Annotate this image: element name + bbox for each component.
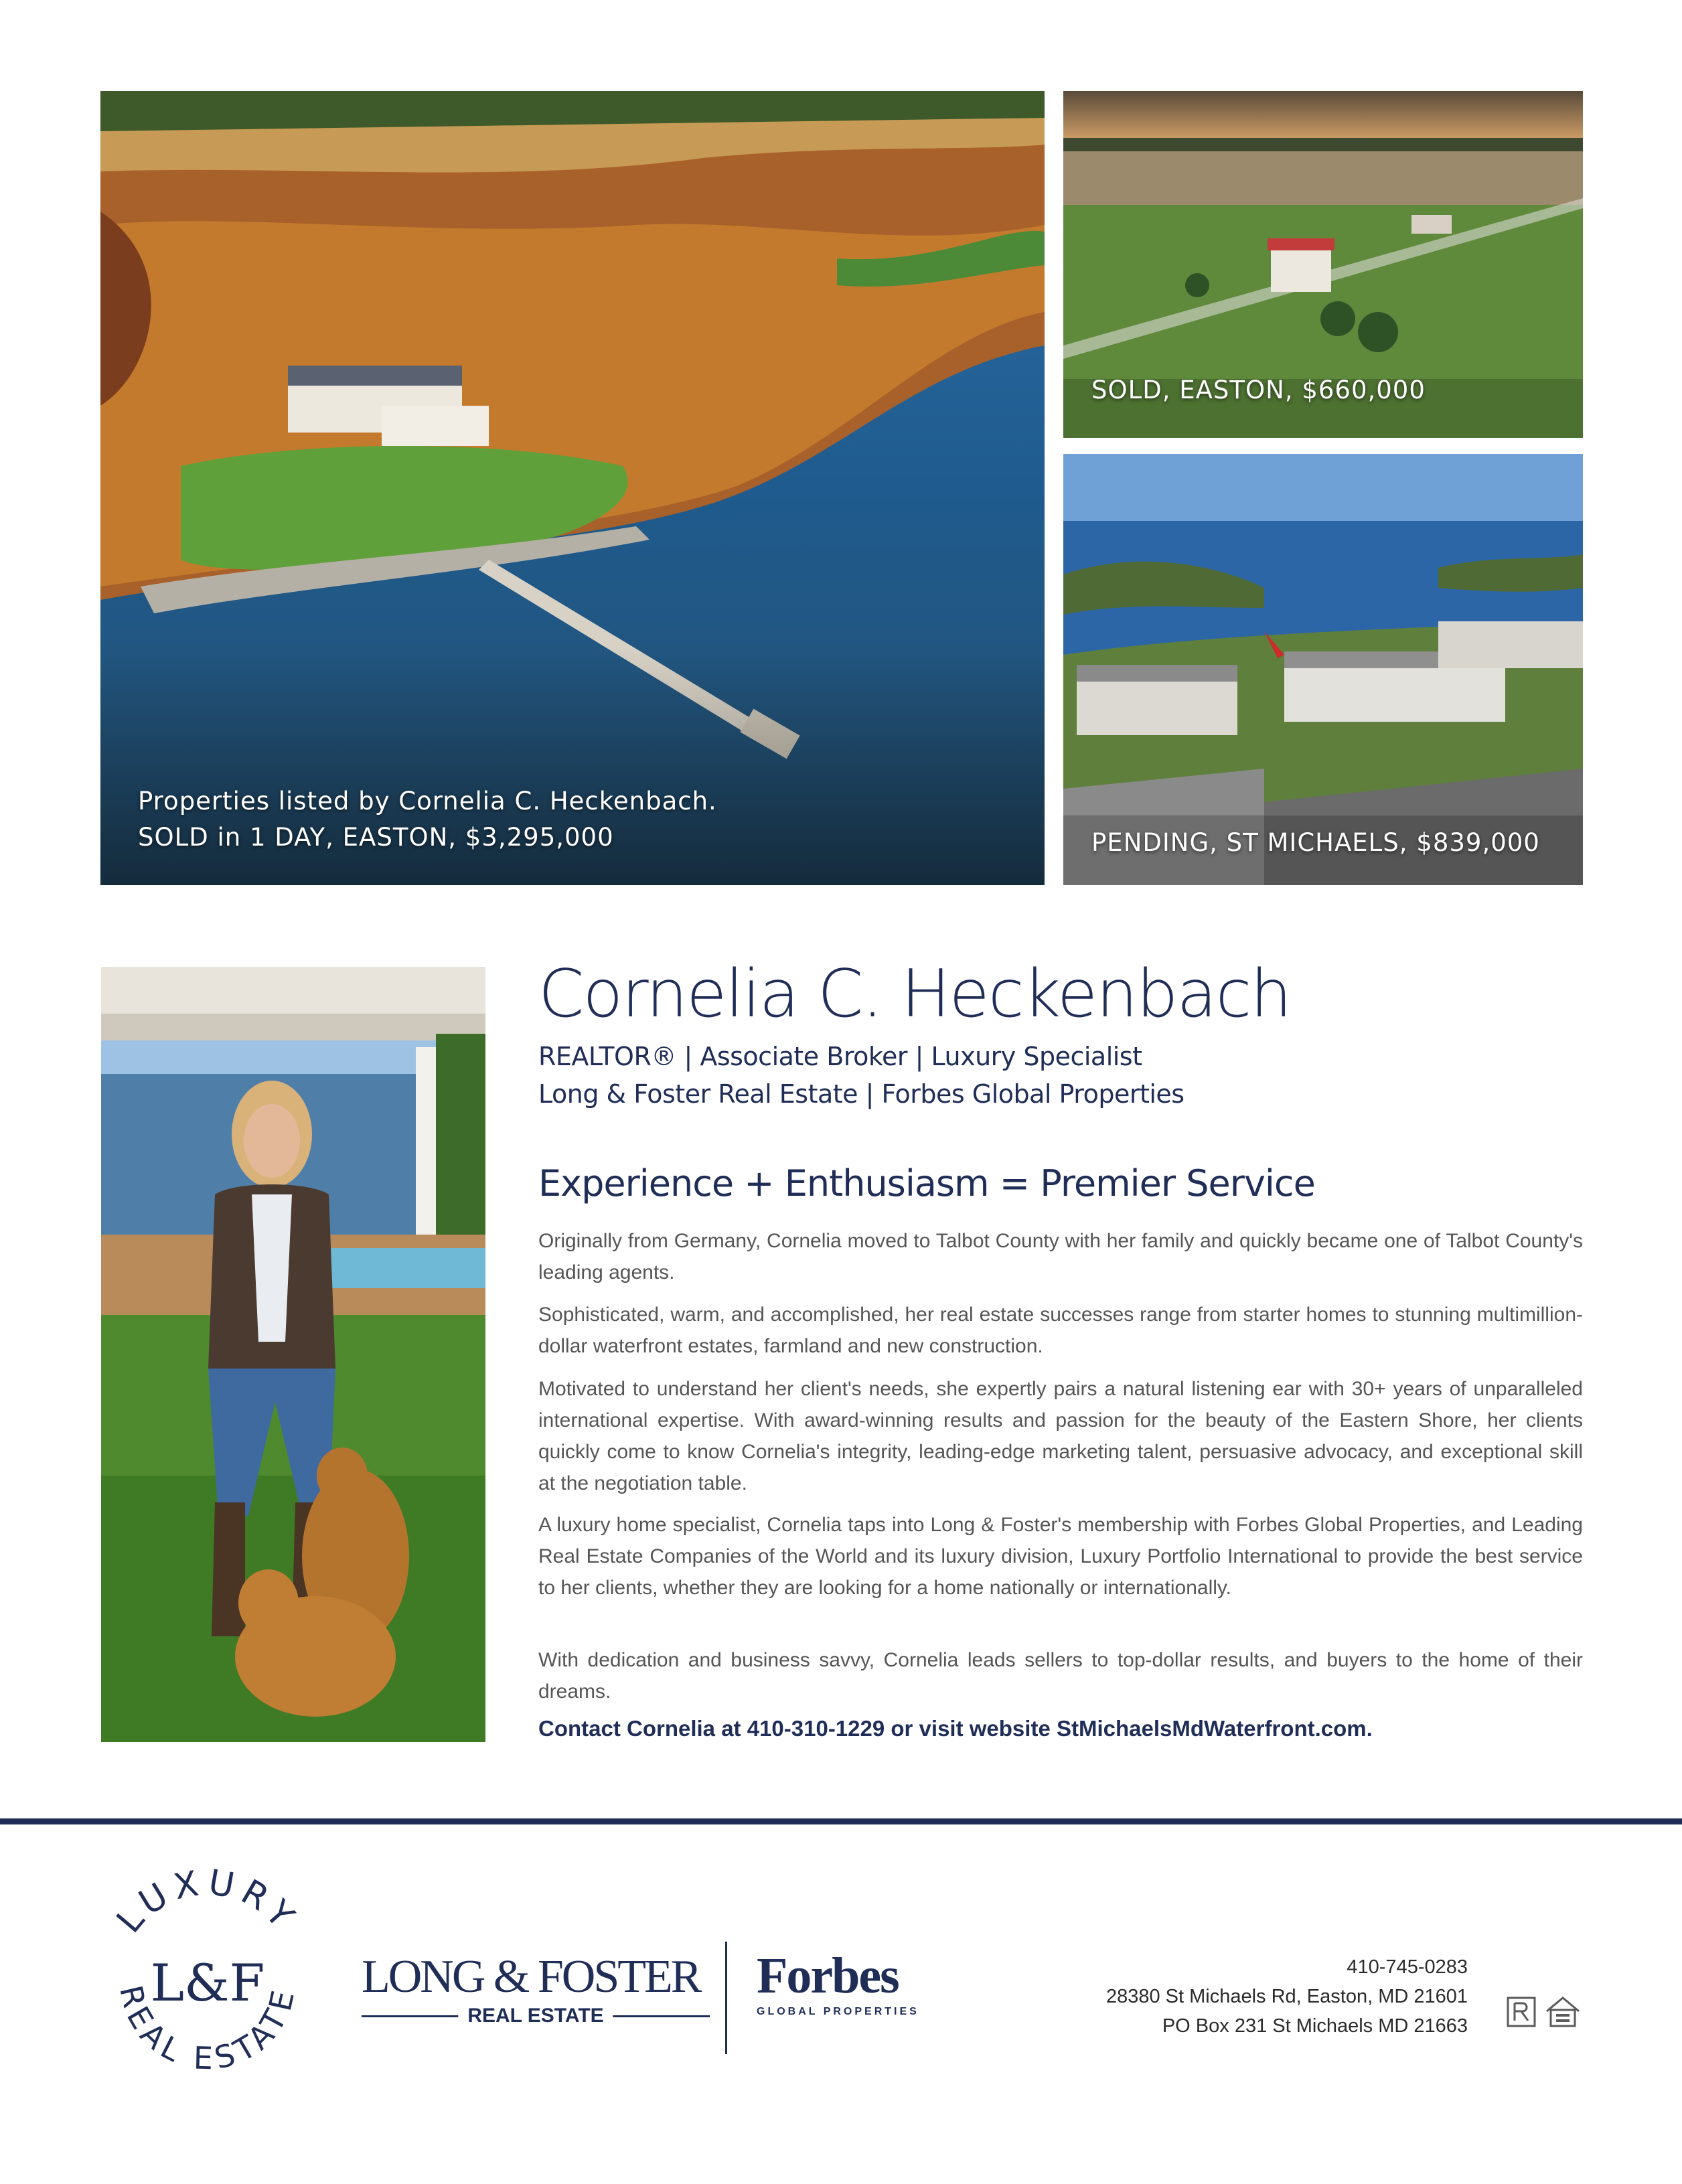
main-property-photo <box>100 91 1045 885</box>
bio-paragraph: Sophisticated, warm, and accomplished, her real estate successes range from starter homes to stunning multimillion-dollar waterfront estates, farmland and new construction. <box>538 1304 1583 1357</box>
long-foster-name: LONG & FOSTER <box>362 1951 700 2003</box>
top-right-photo-caption: SOLD, EASTON, $660,000 <box>1091 376 1426 404</box>
main-photo-caption <box>138 783 717 856</box>
footer-address-line1: 28380 St Michaels Rd, Easton, MD 21601 <box>1105 1986 1468 2007</box>
luxury-seal-monogram: L&F <box>150 1953 265 2013</box>
footer-divider <box>0 1818 1682 1824</box>
luxury-seal-top-text: LUXURY <box>108 1868 306 1941</box>
realtor-icon <box>1507 1997 1536 2027</box>
agent-title-line1: REALTOR® | Associate Broker | Luxury Specialist <box>538 1042 1142 1071</box>
headline: Experience + Enthusiasm = Premier Service <box>538 1162 1315 1204</box>
bio-paragraph: Originally from Germany, Cornelia moved to Talbot County with her family and quickly became one of Talbot County's leading agents. <box>538 1230 1583 1283</box>
top-right-property-photo <box>1063 91 1583 438</box>
bottom-right-photo-caption: PENDING, ST MICHAELS, $839,000 <box>1091 828 1540 857</box>
contact-line: Contact Cornelia at 410-310-1229 or visit website StMichaelsMdWaterfront.com. <box>538 1716 1373 1741</box>
main-photo-caption-line2: SOLD in 1 DAY, EASTON, $3,295,000 <box>138 823 614 852</box>
forbes-sub: GLOBAL PROPERTIES <box>757 2006 919 2017</box>
agent-portrait-photo <box>101 967 485 1742</box>
equal-housing-icon <box>1544 1995 1582 2029</box>
bio-paragraph: With dedication and business savvy, Cornelia leads sellers to top-dollar results, and buyers to the home of their dreams. <box>538 1649 1583 1703</box>
bottom-right-property-photo <box>1063 454 1583 885</box>
main-photo-caption-line1: Properties listed by Cornelia C. Heckenbach. <box>138 787 717 815</box>
bio-paragraph: Motivated to understand her client's needs, she expertly pairs a natural listening ear with 30+ years of unparalleled international expertise. With award-winning results and passion for the beauty of the Eastern Shore, her clients quickly come to know Cornelia's integrity, leading-edge marketing talent, persuasive advocacy, and exceptional skill at the negotiation table. <box>538 1378 1583 1494</box>
forbes-name: Forbes <box>757 1948 899 2004</box>
agent-name: Cornelia C. Heckenbach <box>538 956 1291 1032</box>
luxury-seal-bottom-text: REAL ESTATE <box>112 1982 303 2077</box>
agent-title-line2: Long & Foster Real Estate | Forbes Global Properties <box>538 1079 1184 1109</box>
logo-divider <box>725 1942 727 2054</box>
footer-phone: 410-745-0283 <box>1347 1956 1468 1978</box>
forbes-logo <box>757 1948 931 2029</box>
long-foster-logo <box>362 1951 710 2027</box>
luxury-seal-logo <box>94 1868 321 2096</box>
svg-text:LUXURY <box>109 1868 306 1941</box>
footer-address-line2: PO Box 231 St Michaels MD 21663 <box>1162 2015 1468 2037</box>
long-foster-sub: REAL ESTATE <box>458 2003 613 2029</box>
bio-paragraph: A luxury home specialist, Cornelia taps into Long & Foster's membership with Forbes Global Properties, and Leading Real Estate Companies of the World and its luxury division, Luxury Portfolio International to provide the best service to her clients, whether they are looking for a home nationally or internationally. <box>538 1514 1583 1599</box>
